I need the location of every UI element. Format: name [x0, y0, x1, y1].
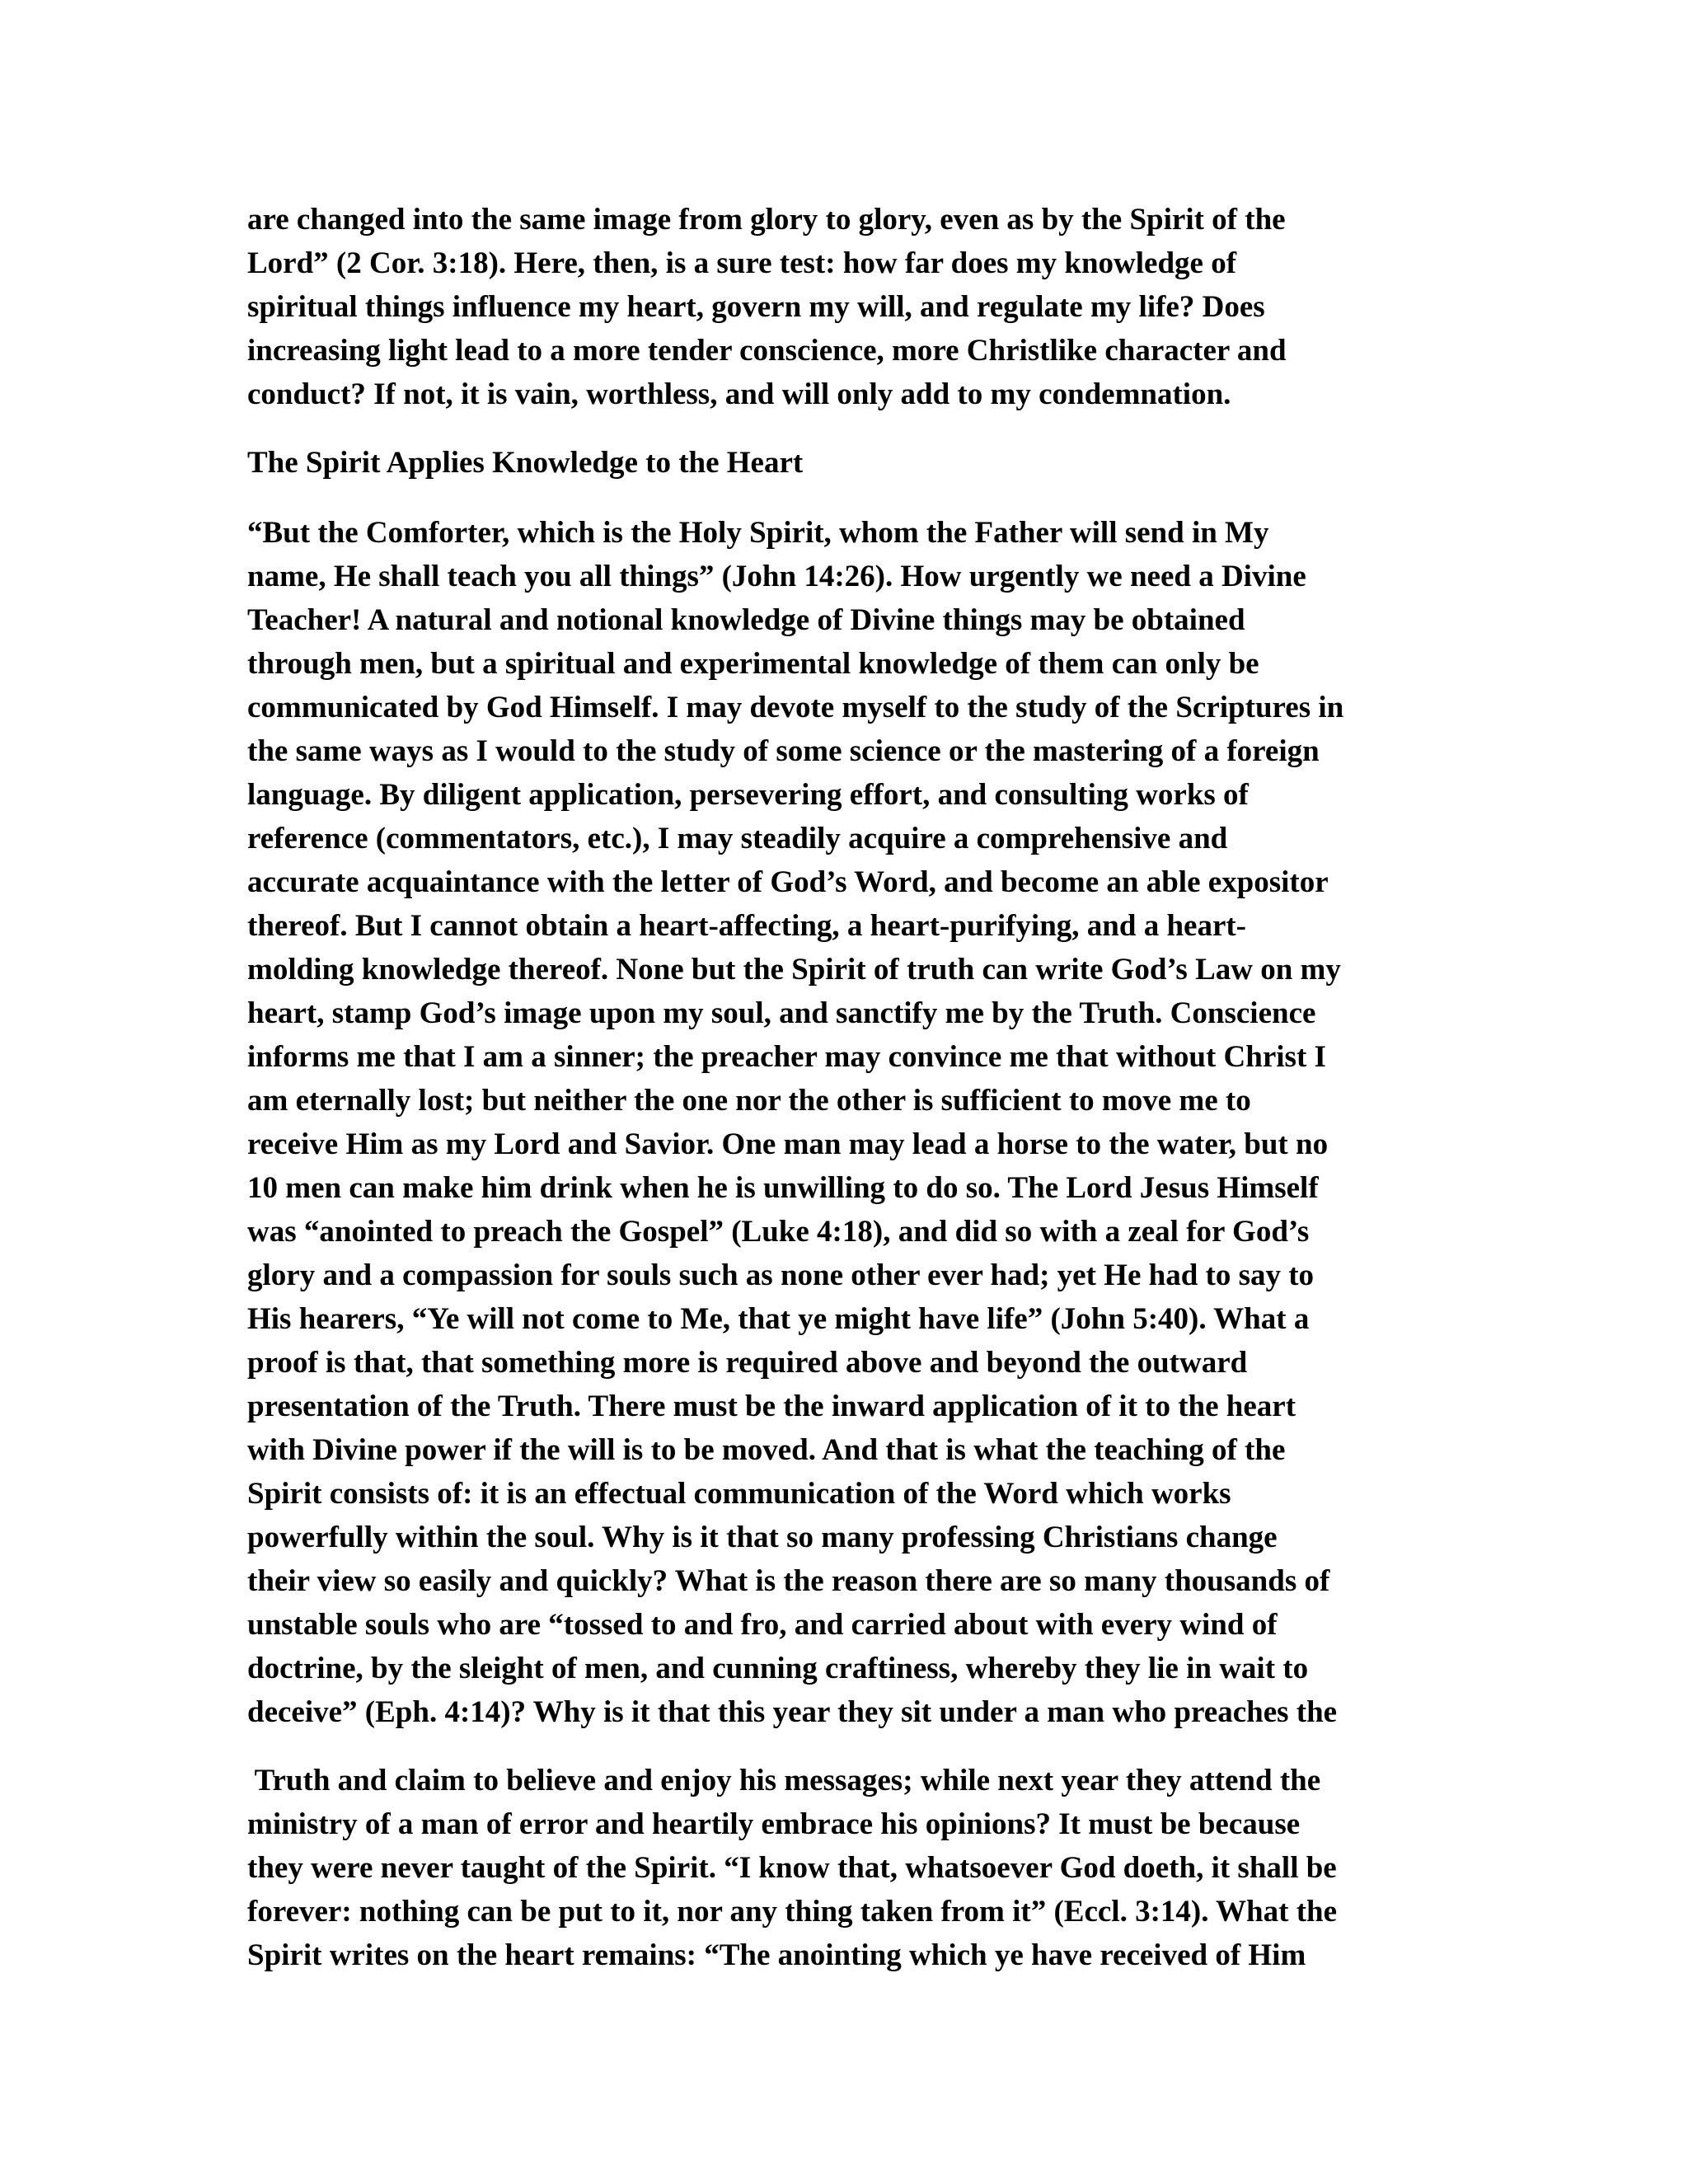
text-line: informs me that I am a sinner; the preacher may convince me that without Christ I	[247, 1040, 1326, 1074]
text-line: spiritual things influence my heart, govern my will, and regulate my life? Does	[247, 290, 1265, 324]
text-line: presentation of the Truth. There must be the inward application of it to the heart	[247, 1390, 1296, 1423]
text-line: their view so easily and quickly? What is the reason there are so many thousands of	[247, 1564, 1330, 1598]
text-line: deceive” (Eph. 4:14)? Why is it that this year they sit under a man who preaches the	[247, 1695, 1338, 1729]
text-line: ministry of a man of error and heartily embrace his opinions? It must be because	[247, 1807, 1301, 1841]
text-line: Truth and claim to believe and enjoy his messages; while next year they attend the	[247, 1764, 1321, 1797]
text-line: name, He shall teach you all things” (John 14:26). How urgently we need a Divine	[247, 560, 1306, 593]
text-line: doctrine, by the sleight of men, and cunning craftiness, whereby they lie in wait to	[247, 1652, 1309, 1685]
text-line: am eternally lost; but neither the one nor the other is sufficient to move me to	[247, 1084, 1251, 1118]
text-line: with Divine power if the will is to be moved. And that is what the teaching of the	[247, 1433, 1286, 1467]
text-line: conduct? If not, it is vain, worthless, and will only add to my condemnation.	[247, 377, 1231, 411]
text-line: Spirit writes on the heart remains: “The anointing which ye have received of Him	[247, 1938, 1306, 1972]
text-line: proof is that, that something more is required above and beyond the outward	[247, 1346, 1248, 1380]
text-line: accurate acquaintance with the letter of God’s Word, and become an able expositor	[247, 865, 1329, 899]
text-line: molding knowledge thereof. None but the Spirit of truth can write God’s Law on my	[247, 953, 1341, 987]
text-line: “But the Comforter, which is the Holy Spirit, whom the Father will send in My	[247, 516, 1269, 550]
text-line: unstable souls who are “tossed to and fro, and carried about with every wind of	[247, 1608, 1278, 1642]
text-line: was “anointed to preach the Gospel” (Luke 4:18), and did so with a zeal for God’s	[247, 1215, 1310, 1249]
text-line: the same ways as I would to the study of some science or the mastering of a foreign	[247, 734, 1320, 768]
text-line: thereof. But I cannot obtain a heart-affecting, a heart-purifying, and a heart-	[247, 909, 1247, 943]
text-line: Spirit consists of: it is an effectual communication of the Word which works	[247, 1477, 1231, 1511]
text-line: receive Him as my Lord and Savior. One man may lead a horse to the water, but no	[247, 1127, 1329, 1161]
text-line: they were never taught of the Spirit. “I know that, whatsoever God doeth, it shall be	[247, 1851, 1337, 1885]
text-line: increasing light lead to a more tender conscience, more Christlike character and	[247, 334, 1287, 368]
text-line: language. By diligent application, persevering effort, and consulting works of	[247, 778, 1249, 812]
text-line: heart, stamp God’s image upon my soul, and sanctify me by the Truth. Conscience	[247, 996, 1316, 1030]
text-line: through men, but a spiritual and experimental knowledge of them can only be	[247, 647, 1259, 681]
text-line: 10 men can make him drink when he is unwilling to do so. The Lord Jesus Himself	[247, 1171, 1319, 1205]
text-line: glory and a compassion for souls such as none other ever had; yet He had to say to	[247, 1258, 1315, 1292]
text-line: Teacher! A natural and notional knowledge of Divine things may be obtained	[247, 603, 1245, 637]
section-heading: The Spirit Applies Knowledge to the Heart	[247, 446, 804, 480]
text-line: forever: nothing can be put to it, nor any thing taken from it” (Eccl. 3:14). What the	[247, 1895, 1338, 1929]
text-line: Lord” (2 Cor. 3:18). Here, then, is a sure test: how far does my knowledge of	[247, 246, 1237, 280]
text-line: powerfully within the soul. Why is it that so many professing Christians change	[247, 1521, 1278, 1554]
text-line: communicated by God Himself. I may devote myself to the study of the Scriptures in	[247, 691, 1344, 724]
text-line: reference (commentators, etc.), I may steadily acquire a comprehensive and	[247, 822, 1228, 855]
text-line: are changed into the same image from glory to glory, even as by the Spirit of the	[247, 203, 1286, 237]
text-line: His hearers, “Ye will not come to Me, that ye might have life” (John 5:40). What a	[247, 1302, 1310, 1336]
